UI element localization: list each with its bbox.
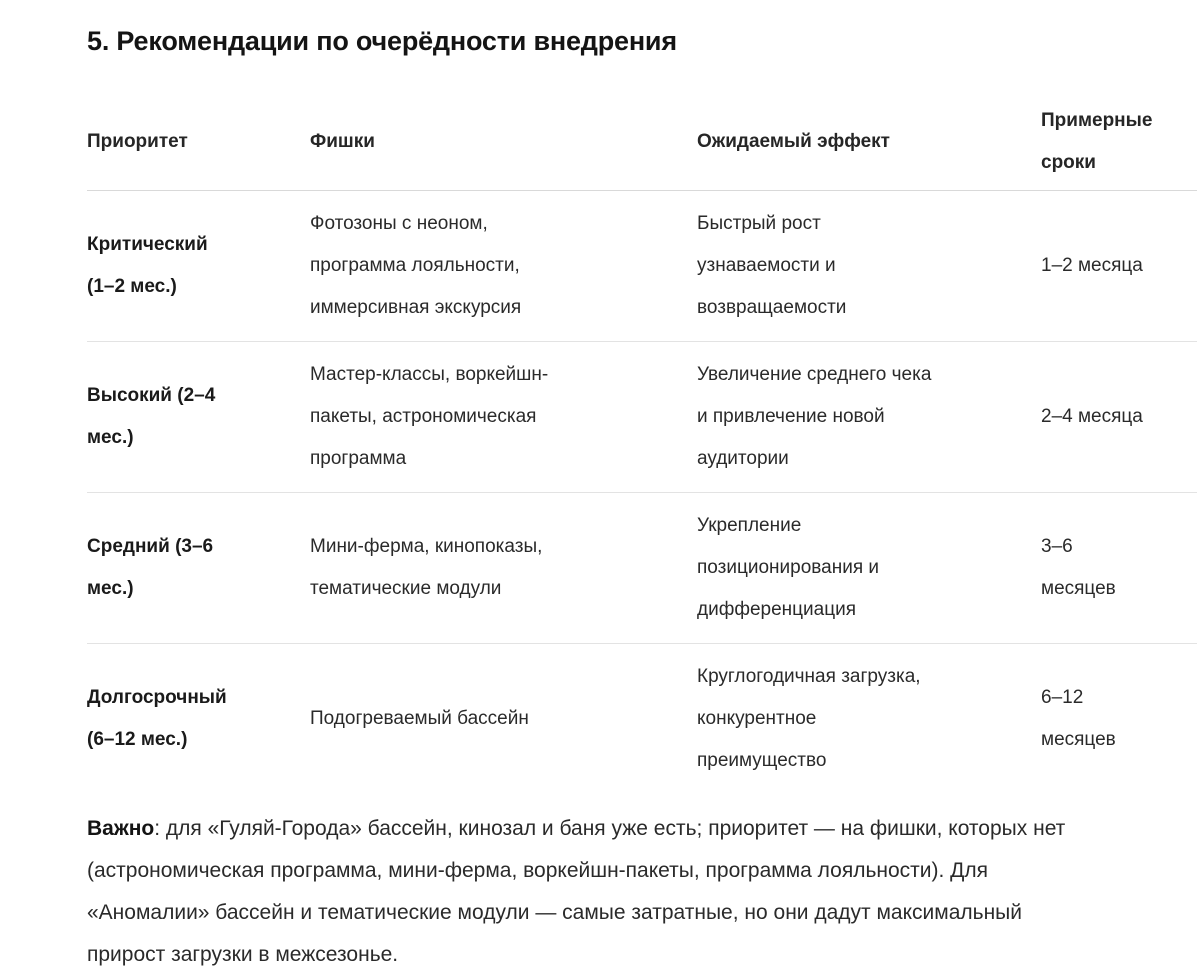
features-line: программа лояльности, [310, 255, 520, 276]
effect-line: Укрепление [697, 515, 802, 536]
features-line: тематические модули [310, 578, 502, 599]
priority-line: Средний (3–6 [87, 536, 214, 557]
features-cell [310, 191, 697, 342]
header-timeline-line: сроки [1041, 152, 1096, 173]
timeline-line: месяцев [1041, 729, 1116, 750]
timeline-line: 1–2 месяца [1041, 255, 1143, 276]
table-row [87, 644, 1197, 795]
effect-cell [697, 191, 1041, 342]
table-row [87, 493, 1197, 644]
features-line: Мини-ферма, кинопоказы, [310, 536, 543, 557]
timeline-cell [1041, 342, 1197, 493]
features-line: пакеты, астрономическая [310, 406, 537, 427]
timeline-cell [1041, 493, 1197, 644]
table-header-row [87, 94, 1197, 191]
timeline-line: 6–12 [1041, 687, 1084, 708]
timeline-line: месяцев [1041, 578, 1116, 599]
effect-line: Быстрый рост [697, 213, 821, 234]
effect-line: дифференциация [697, 599, 857, 620]
timeline-cell [1041, 644, 1197, 795]
note-line: прирост загрузки в межсезонье. [87, 943, 399, 966]
note-line: «Аномалии» бассейн и тематические модули — самые затратные, но они дадут максимальный [87, 901, 1022, 924]
important-note [87, 808, 1197, 976]
effect-line: аудитории [697, 448, 789, 469]
effect-line: конкурентное [697, 708, 817, 729]
effect-line: и привлечение новой [697, 406, 885, 427]
effect-cell [697, 493, 1041, 644]
features-cell [310, 644, 697, 795]
priority-line: Критический [87, 234, 208, 255]
table-row [87, 191, 1197, 342]
note-line: : для «Гуляй-Города» бассейн, кинозал и баня уже есть; приоритет — на фишки, которых нет [154, 817, 1066, 840]
priority-cell [87, 644, 310, 795]
features-line: Фотозоны с неоном, [310, 213, 488, 234]
features-line: иммерсивная экскурсия [310, 297, 522, 318]
effect-cell [697, 644, 1041, 795]
effect-line: Увеличение среднего чека [697, 364, 932, 385]
timeline-line: 3–6 [1041, 536, 1073, 557]
priority-line: Высокий (2–4 [87, 385, 216, 406]
timeline-line: 2–4 месяца [1041, 406, 1143, 427]
note-line: (астрономическая программа, мини-ферма, воркейшн-пакеты, программа лояльности). Для [87, 859, 989, 882]
header-timeline [1041, 94, 1197, 191]
effect-line: Круглогодичная загрузка, [697, 666, 921, 687]
features-cell [310, 342, 697, 493]
header-effect: Ожидаемый эффект [697, 94, 1041, 191]
priority-table [87, 94, 1197, 794]
header-timeline-line: Примерные [1041, 110, 1153, 131]
features-cell [310, 493, 697, 644]
priority-line: (1–2 мес.) [87, 276, 177, 297]
header-features: Фишки [310, 94, 697, 191]
features-line: программа [310, 448, 407, 469]
note-label: Важно [87, 817, 155, 840]
effect-line: преимущество [697, 750, 827, 771]
effect-cell [697, 342, 1041, 493]
effect-line: узнаваемости и [697, 255, 836, 276]
priority-cell [87, 342, 310, 493]
features-line: Мастер-классы, воркейшн- [310, 364, 549, 385]
table-row [87, 342, 1197, 493]
priority-line: мес.) [87, 578, 134, 599]
effect-line: возвращаемости [697, 297, 847, 318]
priority-cell [87, 191, 310, 342]
timeline-cell [1041, 191, 1197, 342]
section-title: 5. Рекомендации по очерёдности внедрения [87, 26, 677, 56]
priority-line: Долгосрочный [87, 687, 227, 708]
priority-line: мес.) [87, 427, 134, 448]
priority-line: (6–12 мес.) [87, 729, 188, 750]
effect-line: позиционирования и [697, 557, 880, 578]
features-line: Подогреваемый бассейн [310, 708, 529, 729]
priority-cell [87, 493, 310, 644]
header-priority: Приоритет [87, 94, 310, 191]
